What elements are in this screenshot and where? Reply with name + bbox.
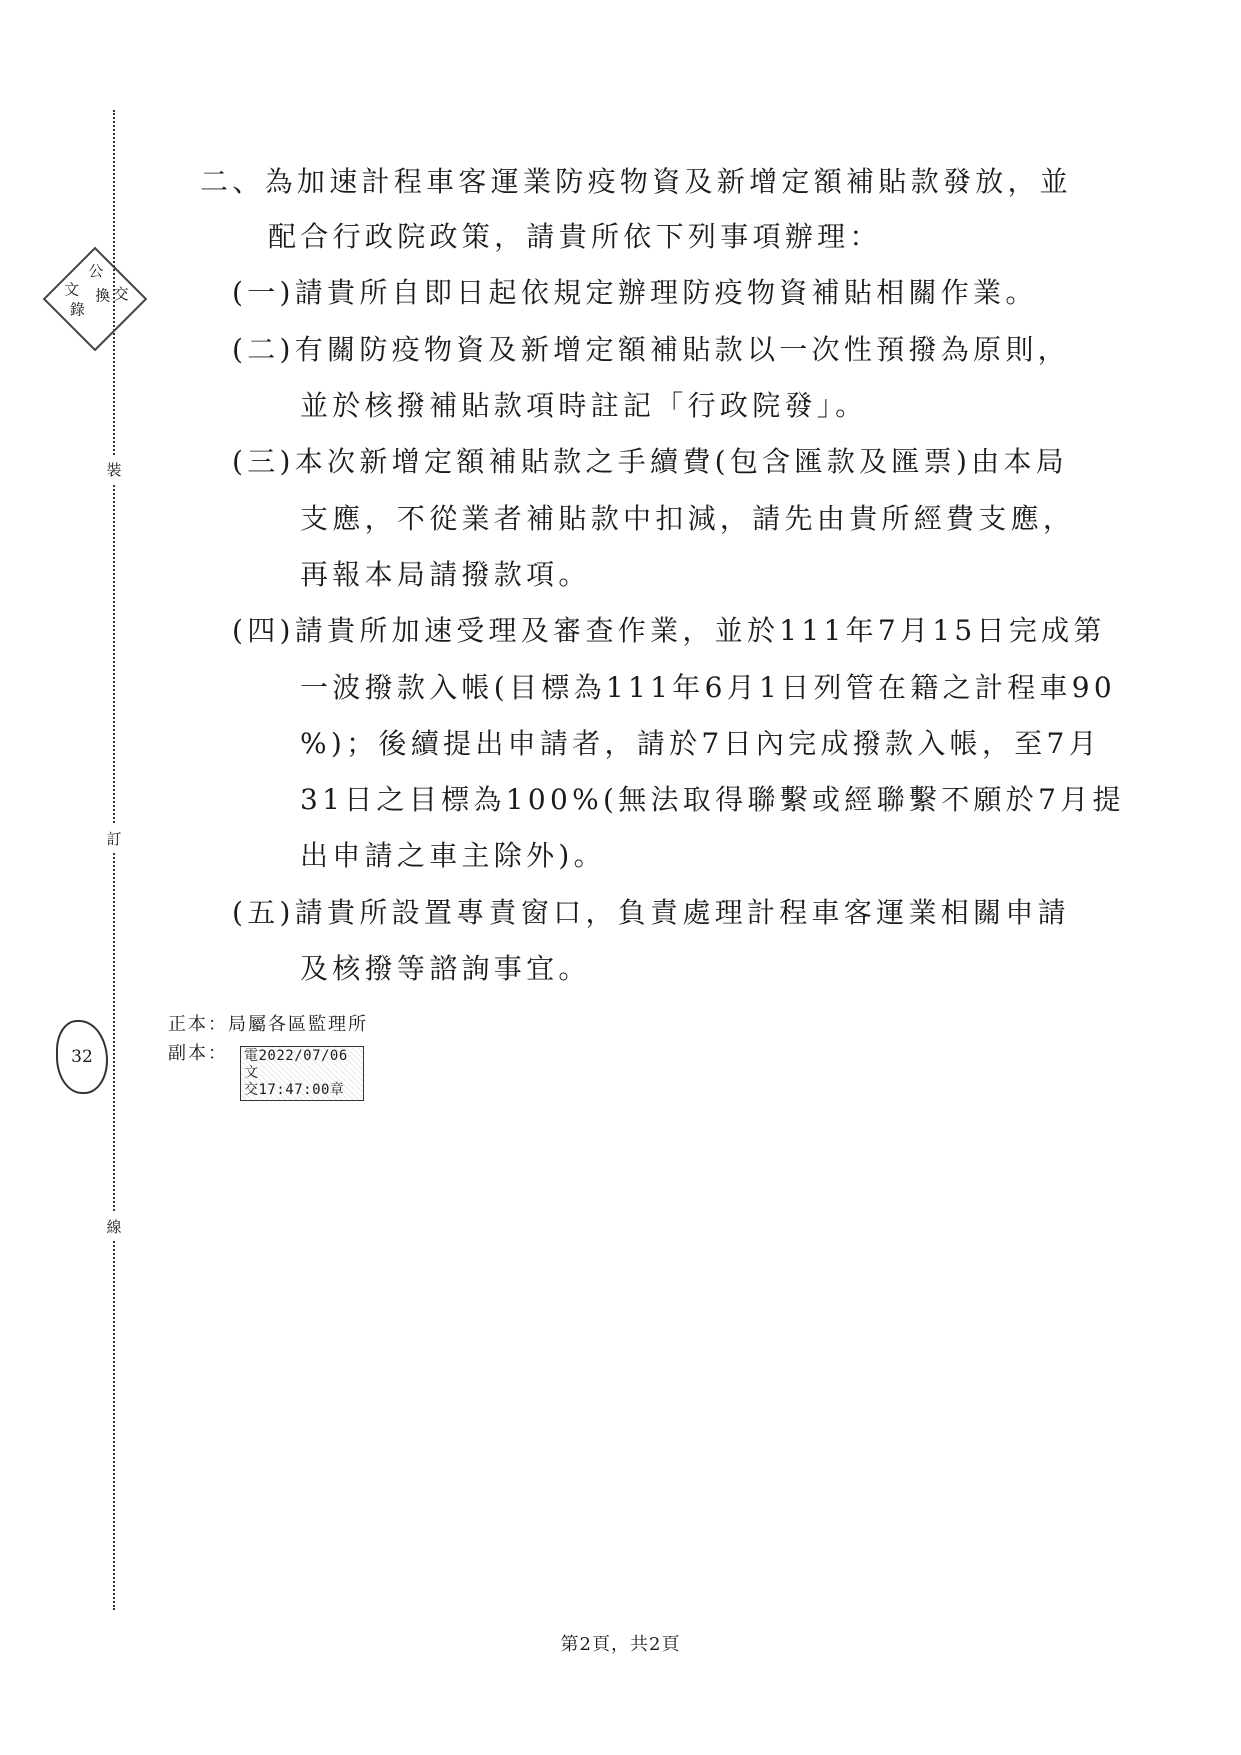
receipt-number-stamp: 32: [56, 1020, 108, 1094]
binding-mark-xian: 線: [100, 1213, 128, 1241]
binding-mark-zhuang: 裝: [100, 456, 128, 484]
sub-item-3-line-2: 支應，不從業者補貼款中扣減，請先由貴所經費支應，: [300, 502, 1076, 535]
electronic-dispatch-stamp: [240, 1046, 364, 1101]
sub-item-4-line-4: 31日之目標為100%(無法取得聯繫或經聯繫不願於7月提: [300, 783, 1125, 816]
binding-mark-ding: 訂: [100, 825, 128, 853]
sub-item-2-line-2: 並於核撥補貼款項時註記「行政院發」。: [300, 389, 868, 422]
sub-item-3-line-1: (三)本次新增定額補貼款之手續費(包含匯款及匯票)由本局: [232, 445, 1069, 478]
seal-char: 公: [88, 262, 104, 281]
sub-item-4-line-1: (四)請貴所加速受理及審查作業，並於111年7月15日完成第: [232, 614, 1106, 647]
seal-char: 換: [95, 286, 111, 305]
item-2-line-2: 配合行政院政策，請貴所依下列事項辦理：: [268, 220, 882, 253]
binding-dotted-line: [113, 110, 115, 1610]
sub-item-4-line-3: %)；後續提出申請者，請於7日內完成撥款入帳，至7月: [300, 727, 1101, 760]
page-number: 第2頁，共2頁: [560, 1634, 681, 1655]
sub-item-2-line-1: (二)有關防疫物資及新增定額補貼款以一次性預撥為原則，: [232, 333, 1070, 366]
seal-char: 錄: [69, 300, 85, 319]
sub-item-5-line-2: 及核撥等諮詢事宜。: [300, 952, 591, 985]
dispatch-stamp-line-2: 交17:47:00章: [244, 1082, 345, 1098]
main-recipient: 正本：局屬各區監理所: [168, 1014, 368, 1035]
seal-char: 文: [64, 280, 80, 299]
copy-recipient-label: 副本：: [168, 1043, 228, 1064]
exchange-seal-stamp: [43, 247, 148, 352]
sub-item-3-line-3: 再報本局請撥款項。: [300, 558, 591, 591]
seal-char: 交: [113, 284, 129, 303]
sub-item-5-line-1: (五)請貴所設置專責窗口，負責處理計程車客運業相關申請: [232, 896, 1070, 929]
item-2-line-1: 二、為加速計程車客運業防疫物資及新增定額補貼款發放，並: [200, 165, 1073, 198]
dispatch-stamp-line-1: 電2022/07/06文: [244, 1048, 348, 1081]
sub-item-4-line-5: 出申請之車主除外)。: [300, 839, 606, 872]
sub-item-4-line-2: 一波撥款入帳(目標為111年6月1日列管在籍之計程車90: [300, 671, 1117, 704]
sub-item-1: (一)請貴所自即日起依規定辦理防疫物資補貼相關作業。: [232, 276, 1038, 309]
